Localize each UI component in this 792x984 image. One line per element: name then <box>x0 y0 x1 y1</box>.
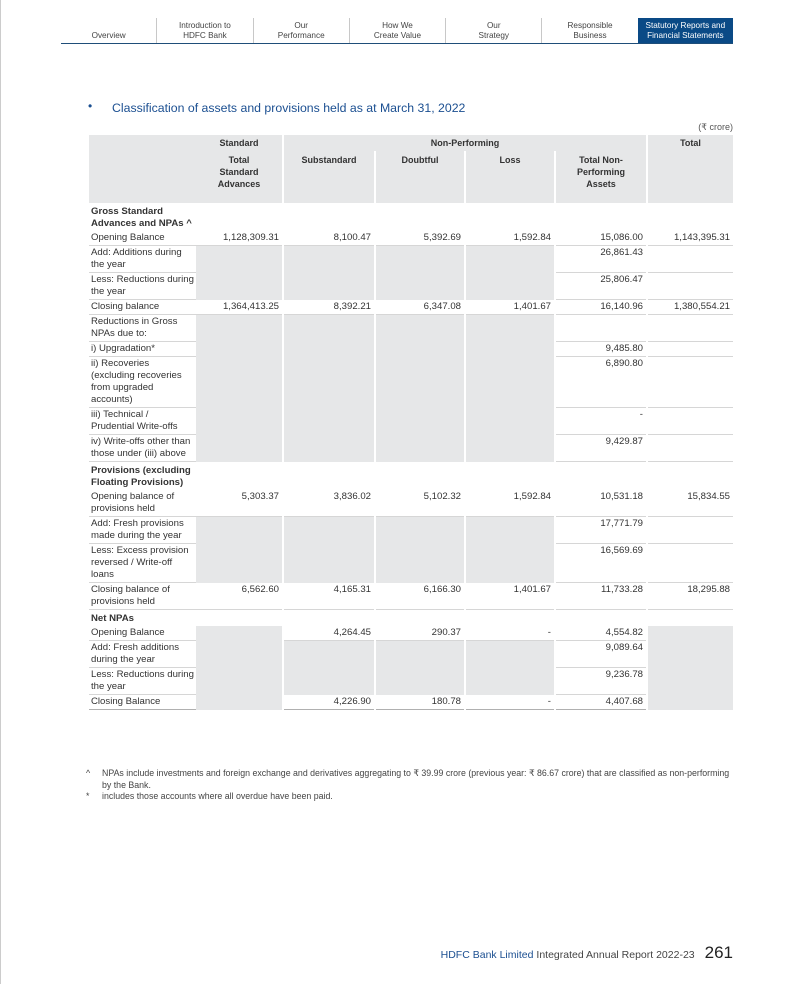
cell-dbt <box>375 641 465 668</box>
cell-dbt: 5,102.32 <box>375 490 465 517</box>
header-substandard: Substandard <box>283 151 375 203</box>
cell-sub <box>283 357 375 408</box>
table-row <box>89 517 733 544</box>
cell-loss <box>465 408 555 435</box>
nav-tab-0[interactable] <box>61 18 156 43</box>
empty-cell <box>283 462 375 491</box>
empty-cell <box>375 610 465 627</box>
table-row <box>89 273 733 300</box>
header-total: Total <box>647 135 733 151</box>
cell-tnpa: - <box>555 408 647 435</box>
nav-tab-4[interactable] <box>445 18 541 43</box>
cell-dbt <box>375 544 465 583</box>
cell-dbt: 6,166.30 <box>375 583 465 610</box>
cell-loss <box>465 315 555 342</box>
cell-sub <box>283 435 375 462</box>
empty-cell <box>375 203 465 231</box>
footnotes <box>86 768 734 803</box>
header-blank <box>89 135 196 151</box>
row-label: Add: Fresh provisions made during the year <box>89 517 196 544</box>
cell-dbt: 5,392.69 <box>375 231 465 246</box>
empty-cell <box>647 462 733 491</box>
nav-tab-5[interactable] <box>541 18 637 43</box>
cell-loss <box>465 668 555 695</box>
table-row <box>89 435 733 462</box>
cell-std <box>196 626 283 641</box>
header-standard: Standard <box>196 135 283 151</box>
cell-dbt <box>375 357 465 408</box>
cell-total <box>647 626 733 641</box>
cell-sub: 4,165.31 <box>283 583 375 610</box>
empty-cell <box>465 462 555 491</box>
cell-total <box>647 668 733 695</box>
cell-loss: 1,401.67 <box>465 583 555 610</box>
cell-total <box>647 408 733 435</box>
cell-tnpa: 26,861.43 <box>555 246 647 273</box>
cell-std <box>196 517 283 544</box>
cell-loss: - <box>465 626 555 641</box>
cell-std: 6,562.60 <box>196 583 283 610</box>
cell-sub: 8,100.47 <box>283 231 375 246</box>
cell-loss: - <box>465 695 555 710</box>
cell-sub <box>283 517 375 544</box>
table-row <box>89 246 733 273</box>
cell-sub: 8,392.21 <box>283 300 375 315</box>
table-row <box>89 342 733 357</box>
cell-sub: 4,264.45 <box>283 626 375 641</box>
section-heading: Classification of assets and provisions held as at March 31, 2022 <box>112 101 466 115</box>
cell-sub: 4,226.90 <box>283 695 375 710</box>
cell-tnpa: 4,407.68 <box>555 695 647 710</box>
header-row-1 <box>89 135 733 151</box>
row-label: Closing balance <box>89 300 196 315</box>
empty-cell <box>283 203 375 231</box>
cell-total <box>647 342 733 357</box>
empty-cell <box>283 610 375 627</box>
footnote-marker: ^ <box>86 768 91 778</box>
table-row <box>89 668 733 695</box>
empty-cell <box>555 462 647 491</box>
row-label: ii) Recoveries (excluding recoveries from upgraded accounts) <box>89 357 196 408</box>
cell-sub <box>283 246 375 273</box>
cell-tnpa: 9,236.78 <box>555 668 647 695</box>
table-row <box>89 695 733 710</box>
table-row <box>89 544 733 583</box>
header-total-standard: Total Standard Advances <box>196 151 283 203</box>
cell-tnpa: 9,429.87 <box>555 435 647 462</box>
footer-report-title: Integrated Annual Report 2022-23 <box>536 949 695 961</box>
empty-cell <box>555 203 647 231</box>
footnote-marker: * <box>86 791 90 801</box>
footer-brand: HDFC Bank Limited <box>440 949 534 961</box>
cell-dbt <box>375 342 465 357</box>
cell-tnpa: 17,771.79 <box>555 517 647 544</box>
empty-cell <box>465 610 555 627</box>
table-row <box>89 315 733 342</box>
cell-std: 5,303.37 <box>196 490 283 517</box>
footnote-text: NPAs include investments and foreign exchange and derivatives aggregating to ₹ 39.99 crore (previous year: ₹ 86.67 crore) that are classified as non-performing by the Bank. <box>102 768 730 790</box>
nav-tab-2[interactable] <box>253 18 349 43</box>
row-label: Net NPAs <box>91 613 135 624</box>
cell-total <box>647 273 733 300</box>
cell-tnpa: 4,554.82 <box>555 626 647 641</box>
header-doubtful: Doubtful <box>375 151 465 203</box>
cell-total <box>647 435 733 462</box>
cell-tnpa: 15,086.00 <box>555 231 647 246</box>
cell-tnpa: 25,806.47 <box>555 273 647 300</box>
cell-sub <box>283 408 375 435</box>
cell-sub <box>283 273 375 300</box>
cell-std <box>196 342 283 357</box>
table-row <box>89 490 733 517</box>
empty-cell <box>375 462 465 491</box>
nav-tab-label: Introduction to HDFC Bank <box>178 21 231 40</box>
cell-dbt <box>375 668 465 695</box>
cell-dbt <box>375 273 465 300</box>
empty-cell <box>465 203 555 231</box>
nav-tab-label: How We Create Value <box>373 21 422 40</box>
table-row <box>89 300 733 315</box>
cell-std <box>196 246 283 273</box>
nav-tab-label: Our Performance <box>277 21 325 40</box>
nav-tab-label: Statutory Reports and Financial Statements <box>645 21 726 40</box>
table-body <box>89 203 733 710</box>
empty-cell <box>196 610 283 627</box>
cell-sub: 3,836.02 <box>283 490 375 517</box>
cell-std <box>196 695 283 710</box>
cell-std <box>196 435 283 462</box>
nav-tab-label: Overview <box>91 31 126 40</box>
header-row-2 <box>89 151 733 203</box>
cell-loss: 1,592.84 <box>465 490 555 517</box>
empty-cell <box>555 610 647 627</box>
row-label: Opening balance of provisions held <box>89 490 196 517</box>
cell-sub <box>283 315 375 342</box>
header-non-performing: Non-Performing <box>283 135 647 151</box>
cell-loss: 1,592.84 <box>465 231 555 246</box>
row-label: Reductions in Gross NPAs due to: <box>89 315 196 342</box>
nav-tab-6[interactable] <box>638 18 733 43</box>
heading-bullet: • <box>88 99 93 113</box>
cell-std <box>196 544 283 583</box>
cell-std: 1,128,309.31 <box>196 231 283 246</box>
cell-dbt <box>375 435 465 462</box>
cell-total: 1,380,554.21 <box>647 300 733 315</box>
cell-total <box>647 695 733 710</box>
row-label: Add: Fresh additions during the year <box>89 641 196 668</box>
cell-total: 15,834.55 <box>647 490 733 517</box>
row-label: Opening Balance <box>89 626 196 641</box>
footnote <box>86 768 734 791</box>
cell-dbt: 180.78 <box>375 695 465 710</box>
nav-tab-label: Our Strategy <box>478 21 510 40</box>
header-total-blank <box>647 151 733 203</box>
top-navigation <box>61 18 733 44</box>
cell-std: 1,364,413.25 <box>196 300 283 315</box>
cell-std <box>196 641 283 668</box>
empty-cell <box>196 203 283 231</box>
footnote-text: includes those accounts where all overdue have been paid. <box>102 791 333 801</box>
table-row <box>89 641 733 668</box>
table-row <box>89 408 733 435</box>
section-row <box>89 462 733 491</box>
cell-tnpa: 9,089.64 <box>555 641 647 668</box>
header-blank-2 <box>89 151 196 203</box>
cell-loss <box>465 435 555 462</box>
cell-loss <box>465 641 555 668</box>
header-loss: Loss <box>465 151 555 203</box>
cell-loss <box>465 357 555 408</box>
cell-total <box>647 517 733 544</box>
row-label: iii) Technical / Prudential Write-offs <box>89 408 196 435</box>
cell-dbt: 6,347.08 <box>375 300 465 315</box>
cell-dbt <box>375 408 465 435</box>
cell-sub <box>283 342 375 357</box>
cell-std <box>196 408 283 435</box>
cell-std <box>196 315 283 342</box>
cell-tnpa: 16,569.69 <box>555 544 647 583</box>
cell-tnpa: 9,485.80 <box>555 342 647 357</box>
cell-total <box>647 357 733 408</box>
unit-label: (₹ crore) <box>698 122 733 132</box>
empty-cell <box>196 462 283 491</box>
empty-cell <box>647 203 733 231</box>
asset-classification-table <box>89 135 733 710</box>
cell-total <box>647 246 733 273</box>
cell-tnpa: 11,733.28 <box>555 583 647 610</box>
row-label: Closing Balance <box>89 695 196 710</box>
page-edge <box>0 0 1 984</box>
cell-tnpa: 10,531.18 <box>555 490 647 517</box>
cell-tnpa: 6,890.80 <box>555 357 647 408</box>
nav-tab-label: Responsible Business <box>567 21 613 40</box>
empty-cell <box>647 610 733 627</box>
cell-sub <box>283 544 375 583</box>
table-row <box>89 583 733 610</box>
cell-std <box>196 668 283 695</box>
cell-sub <box>283 668 375 695</box>
row-label: i) Upgradation* <box>89 342 196 357</box>
row-label: iv) Write-offs other than those under (iii) above <box>89 435 196 462</box>
row-label: Add: Additions during the year <box>89 246 196 273</box>
cell-std <box>196 273 283 300</box>
cell-total: 18,295.88 <box>647 583 733 610</box>
row-label: Less: Reductions during the year <box>89 273 196 300</box>
cell-loss: 1,401.67 <box>465 300 555 315</box>
page-number: 261 <box>704 943 733 962</box>
section-row <box>89 610 733 627</box>
cell-loss <box>465 544 555 583</box>
row-label: Opening Balance <box>89 231 196 246</box>
cell-std <box>196 357 283 408</box>
cell-loss <box>465 342 555 357</box>
cell-loss <box>465 517 555 544</box>
cell-total <box>647 315 733 342</box>
footnote <box>86 791 734 803</box>
cell-dbt <box>375 315 465 342</box>
cell-tnpa: 16,140.96 <box>555 300 647 315</box>
table-row <box>89 231 733 246</box>
nav-tab-3[interactable] <box>349 18 445 43</box>
cell-dbt <box>375 517 465 544</box>
cell-tnpa <box>555 315 647 342</box>
cell-dbt: 290.37 <box>375 626 465 641</box>
cell-sub <box>283 641 375 668</box>
row-label: Provisions (excluding Floating Provisions) <box>91 465 191 488</box>
header-total-npa: Total Non- Performing Assets <box>555 151 647 203</box>
row-label: Gross Standard Advances and NPAs ^ <box>91 206 192 229</box>
cell-dbt <box>375 246 465 273</box>
row-label: Less: Excess provision reversed / Write-off loans <box>89 544 196 583</box>
cell-loss <box>465 246 555 273</box>
cell-loss <box>465 273 555 300</box>
section-row <box>89 203 733 231</box>
cell-total: 1,143,395.31 <box>647 231 733 246</box>
cell-total <box>647 544 733 583</box>
table-row <box>89 626 733 641</box>
page-footer <box>441 943 733 963</box>
row-label: Closing balance of provisions held <box>89 583 196 610</box>
table-row <box>89 357 733 408</box>
nav-tab-1[interactable] <box>156 18 252 43</box>
cell-total <box>647 641 733 668</box>
row-label: Less: Reductions during the year <box>89 668 196 695</box>
